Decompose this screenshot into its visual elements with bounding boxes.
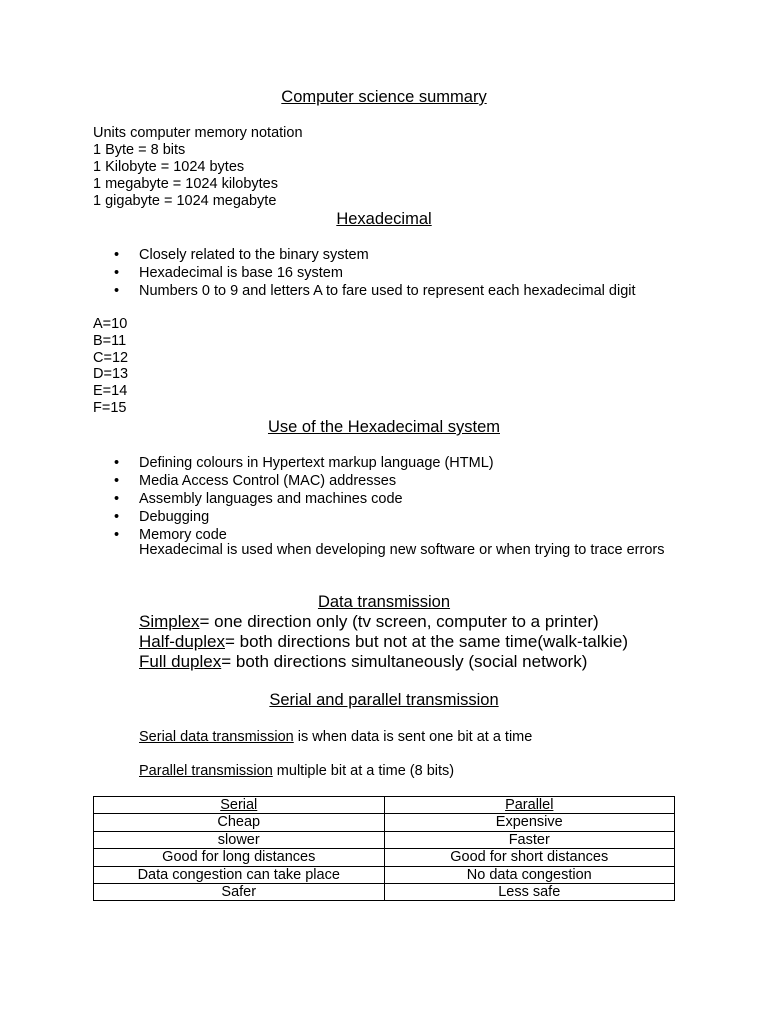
list-item: • Memory code [114, 527, 227, 543]
hex-value: C=12 [93, 350, 129, 366]
table-row [94, 831, 675, 848]
table-row [94, 814, 675, 831]
table-header-cell: Serial [94, 797, 385, 814]
table-cell: Good for long distances [94, 849, 385, 866]
hex-value: F=15 [93, 400, 127, 416]
hexadecimal-heading: Hexadecimal [336, 210, 432, 228]
list-item: • Hexadecimal is base 16 system [114, 265, 343, 281]
parallel-desc: multiple bit at a time (8 bits) [272, 763, 455, 779]
half-duplex-term: Half-duplex [139, 632, 225, 651]
full-duplex-line [139, 652, 587, 672]
list-item: • Numbers 0 to 9 and letters A to fare used to represent each hexadecimal digit [114, 283, 636, 299]
list-item: • Closely related to the binary system [114, 247, 369, 263]
bullet-icon: • [114, 455, 120, 471]
simplex-line [139, 612, 599, 632]
table-cell: Good for short distances [384, 849, 675, 866]
table-header-cell: Parallel [384, 797, 675, 814]
table-cell: Cheap [94, 814, 385, 831]
unit-line: 1 gigabyte = 1024 megabyte [93, 193, 277, 209]
list-item: • Media Access Control (MAC) addresses [114, 473, 397, 489]
bullet-icon: • [114, 283, 120, 299]
parallel-definition [139, 763, 454, 780]
table-row [94, 866, 675, 883]
units-heading: Units computer memory notation [93, 125, 303, 141]
comparison-table [93, 796, 675, 901]
bullet-icon: • [114, 265, 120, 281]
table-header-row [94, 797, 675, 814]
bullet-icon: • [114, 491, 120, 507]
list-item: • Defining colours in Hypertext markup language (HTML) [114, 455, 494, 471]
unit-line: 1 Kilobyte = 1024 bytes [93, 159, 245, 175]
list-item: • Debugging [114, 509, 210, 525]
uses-note: Hexadecimal is used when developing new software or when trying to trace errors [139, 542, 665, 558]
parallel-term: Parallel transmission [139, 763, 273, 779]
serial-desc: is when data is sent one bit at a time [293, 729, 533, 745]
table-row [94, 884, 675, 901]
uses-bullet-list [110, 454, 494, 544]
half-duplex-desc: = both directions but not at the same time(walk-talkie) [225, 632, 628, 651]
bullet-icon: • [114, 247, 120, 263]
table-cell: Expensive [384, 814, 675, 831]
uses-heading: Use of the Hexadecimal system [267, 418, 500, 436]
table-cell: Less safe [384, 884, 675, 901]
table-cell: Faster [384, 831, 675, 848]
table-cell: No data congestion [384, 866, 675, 883]
bullet-icon: • [114, 509, 120, 525]
table-cell: slower [94, 831, 385, 848]
bullet-icon: • [114, 527, 120, 543]
serial-definition [139, 729, 532, 746]
full-duplex-term: Full duplex [139, 652, 222, 671]
unit-line: 1 Byte = 8 bits [93, 142, 186, 158]
hex-bullet-list [110, 246, 636, 300]
list-item: • Assembly languages and machines code [114, 491, 403, 507]
simplex-term: Simplex [139, 612, 200, 631]
full-duplex-example: (social network) [468, 652, 588, 671]
simplex-desc: = one direction only (tv screen, computer to a printer) [199, 612, 599, 631]
table-cell: Data congestion can take place [94, 866, 385, 883]
table-cell: Safer [94, 884, 385, 901]
hex-value: E=14 [93, 383, 128, 399]
bullet-icon: • [114, 473, 120, 489]
hex-value: B=11 [93, 333, 127, 349]
full-duplex-desc: = both directions simultaneously [221, 652, 469, 671]
hex-value: A=10 [93, 316, 128, 332]
serial-term: Serial data transmission [139, 729, 294, 745]
serial-parallel-heading: Serial and parallel transmission [269, 691, 499, 709]
page-title: Computer science summary [281, 88, 487, 106]
table-row [94, 849, 675, 866]
unit-line: 1 megabyte = 1024 kilobytes [93, 176, 278, 192]
transmission-heading: Data transmission [317, 593, 451, 611]
half-duplex-line [139, 632, 628, 652]
hex-value: D=13 [93, 366, 129, 382]
